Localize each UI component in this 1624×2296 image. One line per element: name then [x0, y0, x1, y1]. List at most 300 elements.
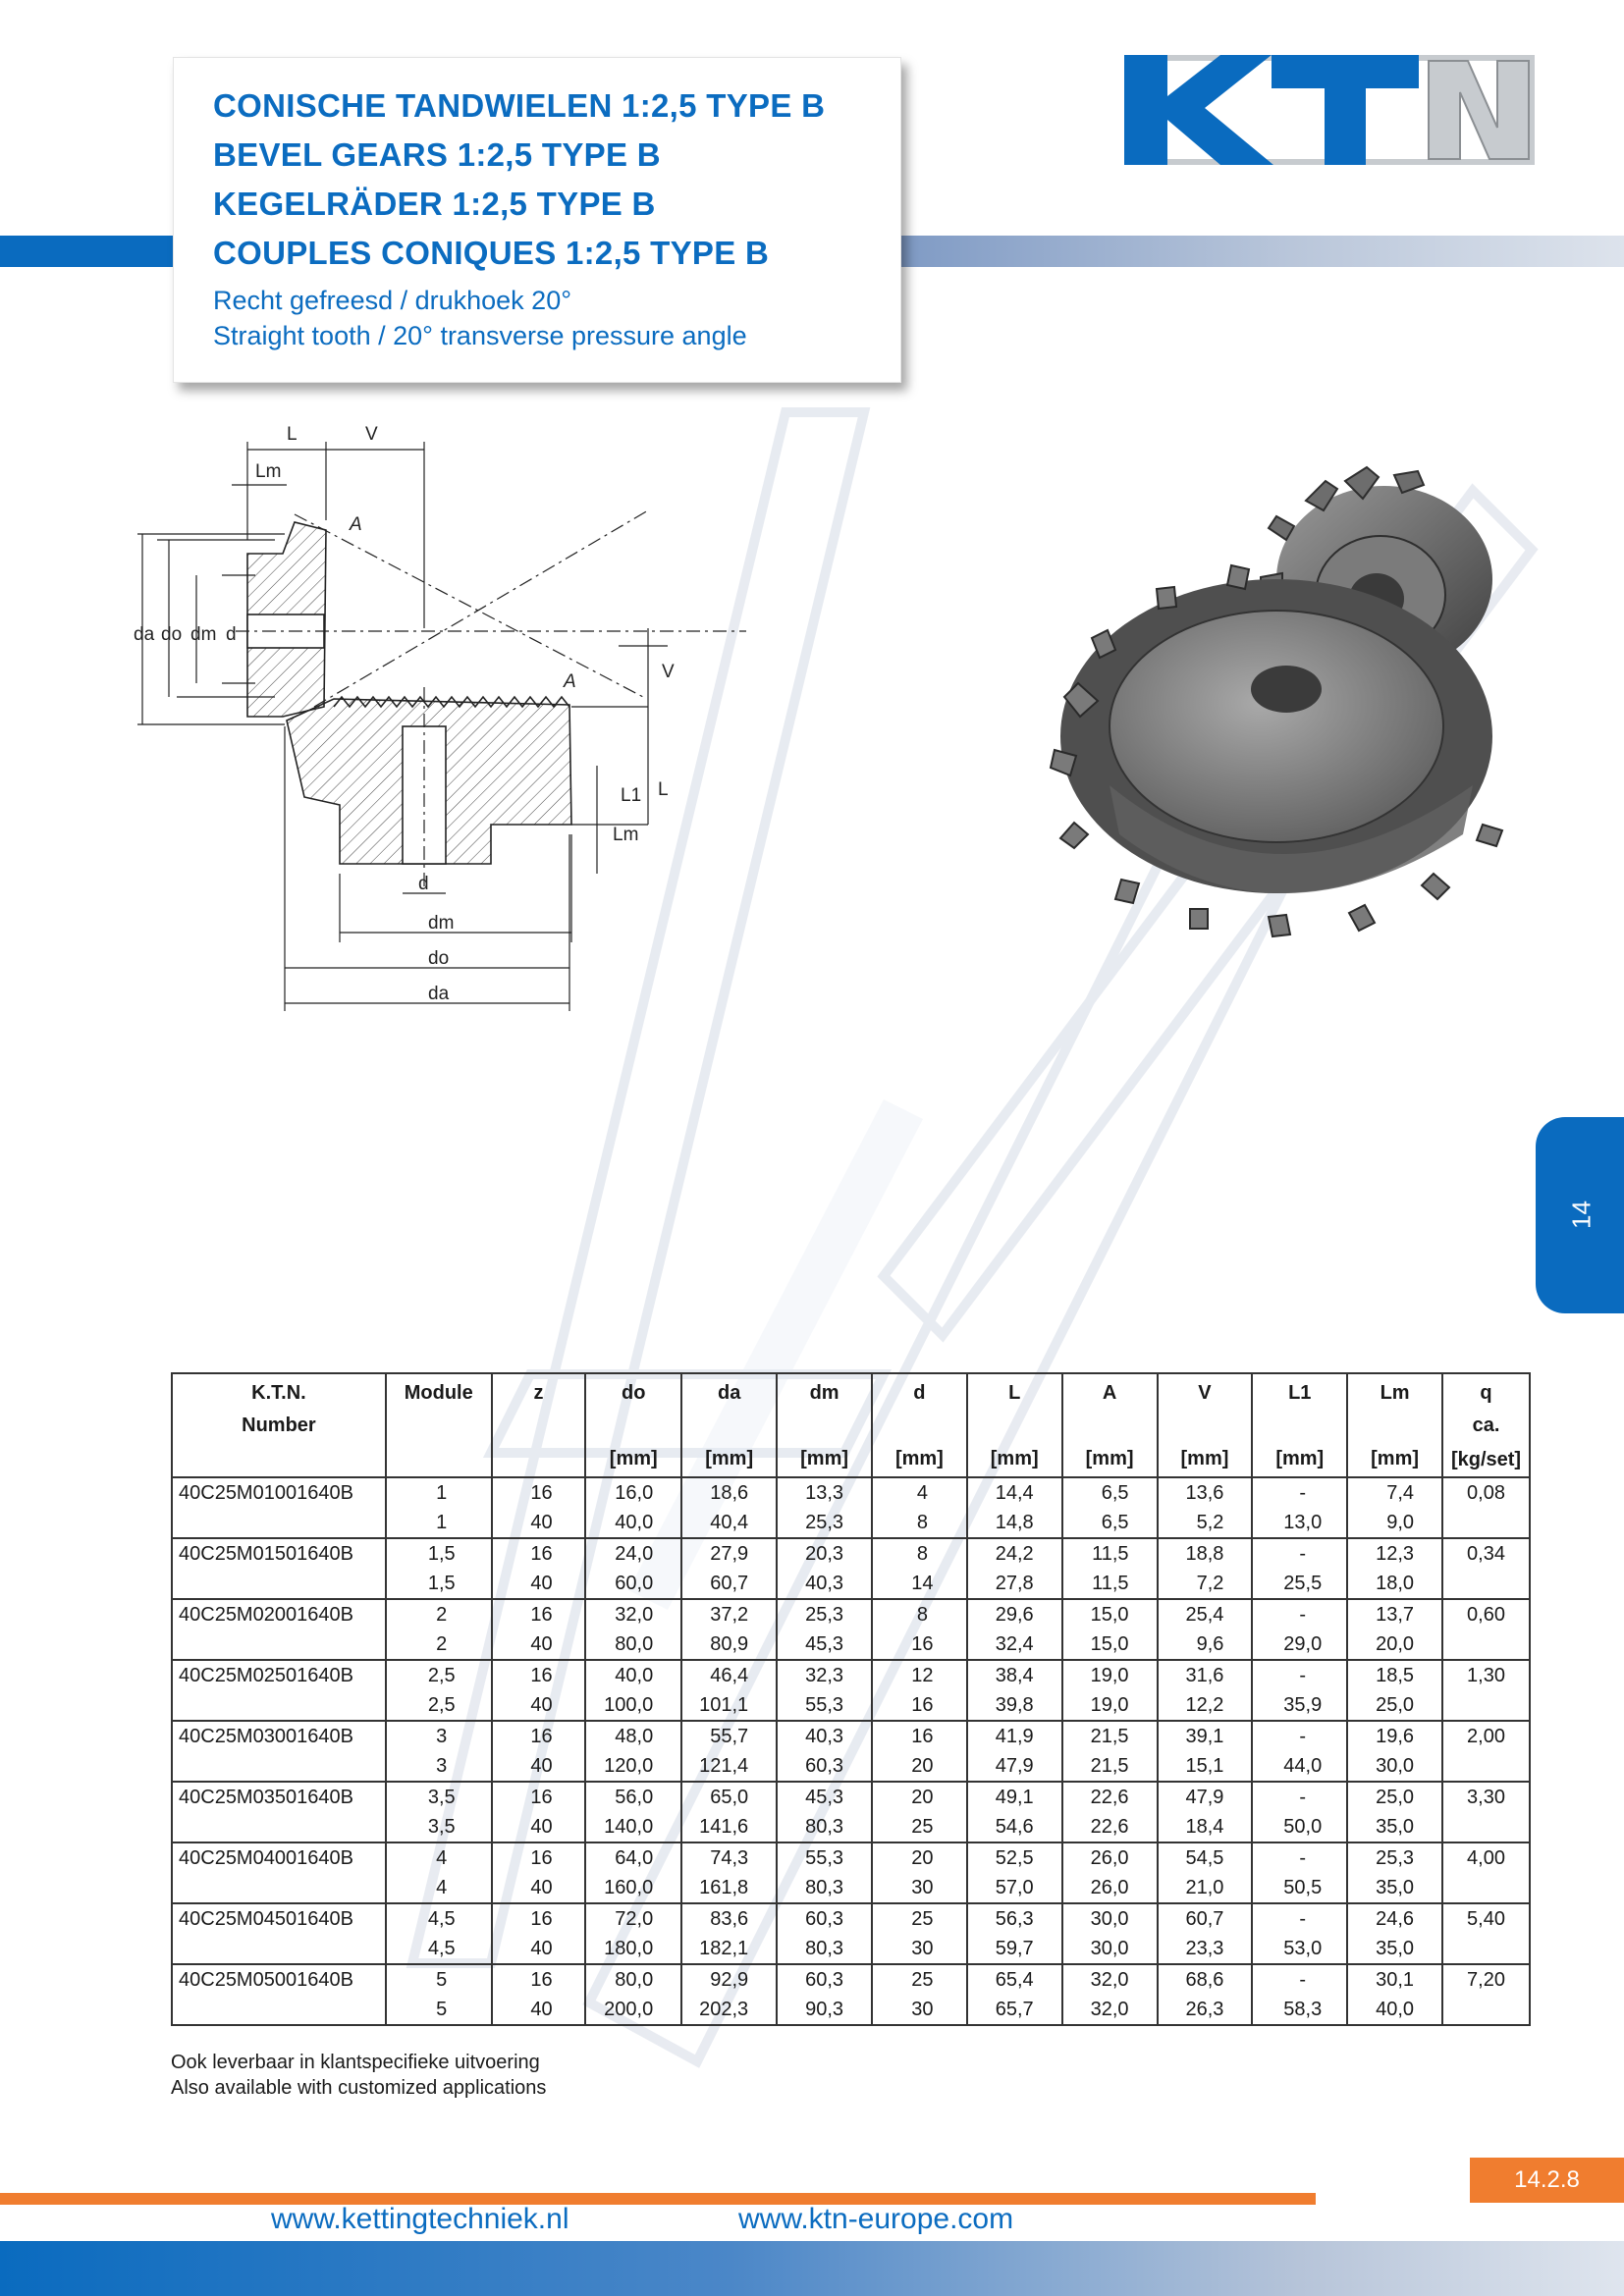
cell-da [681, 1660, 777, 1721]
table-row [172, 1903, 1530, 1964]
cell-value: 46,4 [710, 1665, 749, 1686]
cell-value: 30,0 [1376, 1755, 1415, 1777]
cell-value: 20 [911, 1847, 934, 1869]
cell-lm [1347, 1599, 1442, 1660]
cell-value: 16 [530, 1604, 553, 1626]
cell-q: 0,60 [1442, 1599, 1530, 1660]
cell-value: 35,0 [1376, 1938, 1415, 1959]
column-header [1062, 1373, 1158, 1477]
cell-value: 45,3 [805, 1633, 844, 1655]
cell-do [585, 1782, 681, 1842]
cell-value: 92,9 [710, 1969, 749, 1991]
cell-d [872, 1782, 967, 1842]
cell-do [585, 1903, 681, 1964]
footnote-dutch: Ook leverbaar in klantspecifieke uitvoering [171, 2052, 540, 2073]
column-header-label2 [778, 1415, 871, 1436]
title-english: BEVEL GEARS 1:2,5 TYPE B [213, 136, 661, 173]
cell-value: 22,6 [1090, 1816, 1129, 1838]
cell-l [967, 1599, 1062, 1660]
cell-l1 [1252, 1599, 1347, 1660]
cell-v [1158, 1782, 1253, 1842]
cell-value: 23,3 [1185, 1938, 1224, 1959]
cell-ktn-number: 40C25M03001640B [172, 1721, 386, 1782]
cell-value: 54,5 [1185, 1847, 1224, 1869]
subtitle-dutch: Recht gefreesd / drukhoek 20° [213, 286, 572, 315]
column-header-unit: [mm] [1371, 1448, 1420, 1469]
cell-l [967, 1964, 1062, 2025]
cell-value: 48,0 [615, 1726, 654, 1747]
cell-value: 35,0 [1376, 1877, 1415, 1898]
footnote-english: Also available with customized applications [171, 2077, 547, 2099]
cell-l1 [1252, 1477, 1347, 1538]
cell-z [492, 1903, 586, 1964]
label-d-bottom: d [418, 874, 429, 894]
column-header-unit: [kg/set] [1450, 1449, 1522, 1470]
column-header-label2 [682, 1415, 776, 1436]
cell-ktn-number: 40C25M01501640B [172, 1538, 386, 1599]
ktn-logo [1124, 55, 1535, 165]
cell-value: 55,3 [805, 1847, 844, 1869]
cell-value: 30 [911, 1999, 934, 2020]
cell-da [681, 1721, 777, 1782]
cell-value: 200,0 [604, 1999, 654, 2020]
cell-d [872, 1842, 967, 1903]
column-header-label: q [1480, 1382, 1492, 1404]
cell-value: 9,6 [1196, 1633, 1224, 1655]
cell-value: 25,0 [1376, 1787, 1415, 1808]
cell-lm [1347, 1842, 1442, 1903]
cell-dm [777, 1660, 872, 1721]
link-kettingtechniek[interactable]: www.kettingtechniek.nl [271, 2203, 569, 2235]
cell-value: 11,5 [1092, 1543, 1129, 1565]
cell-value: 40,3 [805, 1573, 844, 1594]
cell-module [386, 1660, 492, 1721]
header-band-left [0, 236, 196, 267]
cell-value: 8 [916, 1604, 928, 1626]
cell-value: 5,2 [1196, 1512, 1224, 1533]
cell-value: 14,8 [995, 1512, 1034, 1533]
cell-z [492, 1538, 586, 1599]
column-header [777, 1373, 872, 1477]
cell-value: 60,3 [805, 1755, 844, 1777]
cell-module [386, 1964, 492, 2025]
cell-value: 14 [911, 1573, 934, 1594]
cell-value: 50,5 [1283, 1877, 1323, 1898]
cell-value: 58,3 [1283, 1999, 1323, 2020]
table-row [172, 1782, 1530, 1842]
cell-value: 32,0 [615, 1604, 654, 1626]
cell-value: 11,5 [1092, 1573, 1129, 1594]
cell-value: - [1299, 1726, 1307, 1747]
cell-value: 60,0 [615, 1573, 654, 1594]
cell-value: 12 [911, 1665, 934, 1686]
column-header [1442, 1373, 1530, 1477]
cell-value: 12,2 [1185, 1694, 1224, 1716]
cell-value: 101,1 [699, 1694, 749, 1716]
cell-value: 24,2 [995, 1543, 1034, 1565]
column-header-label: A [1102, 1382, 1117, 1404]
cell-value: 25 [911, 1908, 934, 1930]
table-row [172, 1660, 1530, 1721]
footer-band [0, 2241, 1624, 2296]
column-header-label: da [718, 1382, 741, 1404]
title-dutch: CONISCHE TANDWIELEN 1:2,5 TYPE B [213, 87, 826, 124]
cell-value: 120,0 [604, 1755, 654, 1777]
cell-value: 161,8 [699, 1877, 749, 1898]
cell-value: 32,0 [1090, 1999, 1129, 2020]
column-header [492, 1373, 586, 1477]
column-header-label: d [913, 1382, 926, 1404]
cell-value: 29,6 [995, 1604, 1034, 1626]
cell-value: 7,4 [1386, 1482, 1415, 1504]
cell-value: 83,6 [710, 1908, 749, 1930]
cell-lm [1347, 1782, 1442, 1842]
cell-v [1158, 1599, 1253, 1660]
cell-ktn-number: 40C25M04501640B [172, 1903, 386, 1964]
cell-value: 13,3 [805, 1482, 844, 1504]
cell-value: 182,1 [699, 1938, 749, 1959]
cell-value: 25 [911, 1969, 934, 1991]
cell-v [1158, 1660, 1253, 1721]
cell-value: 16 [911, 1726, 934, 1747]
cell-value: 40,0 [615, 1665, 654, 1686]
cell-dm [777, 1903, 872, 1964]
cell-value: 30,0 [1090, 1908, 1129, 1930]
cell-q: 2,00 [1442, 1721, 1530, 1782]
cell-value: 30 [911, 1938, 934, 1959]
cell-value: 49,1 [995, 1787, 1034, 1808]
column-header-unit: [mm] [1085, 1448, 1134, 1469]
cell-value: 72,0 [615, 1908, 654, 1930]
cell-value: 25,3 [805, 1512, 844, 1533]
cell-z [492, 1782, 586, 1842]
cell-ktn-number: 40C25M01001640B [172, 1477, 386, 1538]
cell-value: 121,4 [699, 1755, 749, 1777]
column-header-label2 [387, 1415, 491, 1436]
page-number: 14.2.8 [1470, 2158, 1624, 2203]
cell-value: 20,0 [1376, 1633, 1415, 1655]
table-row [172, 1721, 1530, 1782]
column-header-unit: [mm] [705, 1448, 754, 1469]
cell-value: 24,6 [1376, 1908, 1415, 1930]
cell-value: 180,0 [604, 1938, 654, 1959]
cell-d [872, 1903, 967, 1964]
bevel-gear-technical-drawing [134, 412, 1001, 1021]
column-header-label2 [968, 1415, 1061, 1436]
cell-value: 4,5 [427, 1938, 456, 1959]
cell-value: 141,6 [699, 1816, 749, 1838]
label-dm-bottom: dm [428, 913, 455, 934]
column-header [172, 1373, 386, 1477]
cell-value: 16 [530, 1665, 553, 1686]
cell-value: 65,7 [995, 1999, 1034, 2020]
cell-value: 53,0 [1283, 1938, 1323, 1959]
cell-value: 59,7 [995, 1938, 1034, 1959]
cell-z [492, 1964, 586, 2025]
cell-value: - [1299, 1665, 1307, 1686]
cell-value: 80,9 [710, 1633, 749, 1655]
cell-value: 4,5 [427, 1908, 456, 1930]
cell-value: 16 [530, 1482, 553, 1504]
cell-value: 27,8 [995, 1573, 1034, 1594]
cell-do [585, 1964, 681, 2025]
cell-d [872, 1660, 967, 1721]
cell-module [386, 1599, 492, 1660]
cell-l1 [1252, 1782, 1347, 1842]
cell-do [585, 1538, 681, 1599]
cell-a [1062, 1538, 1158, 1599]
cell-value: 3 [436, 1726, 448, 1747]
cell-value: 1 [436, 1512, 448, 1533]
cell-lm [1347, 1964, 1442, 2025]
cell-value: 21,0 [1185, 1877, 1224, 1898]
table-row [172, 1599, 1530, 1660]
cell-value: 7,2 [1196, 1573, 1224, 1594]
cell-value: 55,3 [805, 1694, 844, 1716]
cell-value: 22,6 [1090, 1787, 1129, 1808]
cell-value: - [1299, 1787, 1307, 1808]
column-header-label: L1 [1288, 1382, 1312, 1404]
cell-value: 3,5 [427, 1816, 456, 1838]
cell-value: 15,0 [1090, 1633, 1129, 1655]
cell-a [1062, 1964, 1158, 2025]
cell-da [681, 1538, 777, 1599]
cell-v [1158, 1477, 1253, 1538]
cell-value: 25,0 [1376, 1694, 1415, 1716]
cell-value: 4 [916, 1482, 928, 1504]
cell-v [1158, 1721, 1253, 1782]
cell-value: 32,3 [805, 1665, 844, 1686]
cell-value: 13,6 [1185, 1482, 1224, 1504]
cell-value: 60,3 [805, 1908, 844, 1930]
cell-value: 47,9 [995, 1755, 1034, 1777]
cell-value: 26,0 [1090, 1847, 1129, 1869]
cell-value: 12,3 [1376, 1543, 1415, 1565]
table-row [172, 1538, 1530, 1599]
cell-do [585, 1842, 681, 1903]
cell-value: 45,3 [805, 1787, 844, 1808]
cell-value: 18,0 [1376, 1573, 1415, 1594]
cell-do [585, 1721, 681, 1782]
cell-value: 56,3 [995, 1908, 1034, 1930]
link-ktn-europe[interactable]: www.ktn-europe.com [738, 2203, 1014, 2235]
cell-value: 5 [436, 1999, 448, 2020]
cell-da [681, 1903, 777, 1964]
cell-value: 40,3 [805, 1726, 844, 1747]
cell-value: 8 [916, 1512, 928, 1533]
cell-l1 [1252, 1903, 1347, 1964]
title-french: COUPLES CONIQUES 1:2,5 TYPE B [213, 235, 770, 271]
cell-value: 60,7 [710, 1573, 749, 1594]
cell-da [681, 1842, 777, 1903]
column-header-label: K.T.N. [251, 1382, 306, 1404]
cell-value: 20 [911, 1755, 934, 1777]
cell-ktn-number: 40C25M03501640B [172, 1782, 386, 1842]
column-header-label2: Number [242, 1415, 316, 1436]
cell-value: 18,8 [1185, 1543, 1224, 1565]
cell-value: 13,0 [1283, 1512, 1323, 1533]
cell-value: 26,0 [1090, 1877, 1129, 1898]
cell-value: 40,4 [710, 1512, 749, 1533]
cell-l [967, 1660, 1062, 1721]
column-header-label: Module [404, 1382, 473, 1404]
cell-q: 1,30 [1442, 1660, 1530, 1721]
cell-value: 1,5 [427, 1573, 456, 1594]
cell-value: 80,3 [805, 1877, 844, 1898]
cell-value: 25 [911, 1816, 934, 1838]
cell-l1 [1252, 1964, 1347, 2025]
column-header-label2 [873, 1415, 966, 1436]
column-header-unit: [mm] [894, 1448, 944, 1469]
cell-value: 20 [911, 1787, 934, 1808]
table-row [172, 1842, 1530, 1903]
cell-value: 21,5 [1090, 1755, 1129, 1777]
label-V-right: V [662, 662, 675, 682]
cell-dm [777, 1721, 872, 1782]
cell-q: 5,40 [1442, 1903, 1530, 1964]
footer-orange-line [0, 2193, 1316, 2205]
cell-l [967, 1782, 1062, 1842]
table-row [172, 1477, 1530, 1538]
cell-value: 16 [530, 1847, 553, 1869]
cell-value: 40 [530, 1573, 553, 1594]
chapter-tab [1536, 1117, 1624, 1313]
cell-l [967, 1842, 1062, 1903]
cell-value: 18,4 [1185, 1816, 1224, 1838]
cell-d [872, 1599, 967, 1660]
cell-value: 20,3 [805, 1543, 844, 1565]
cell-q: 3,30 [1442, 1782, 1530, 1842]
cell-value: 39,1 [1185, 1726, 1224, 1747]
cell-value: 40 [530, 1755, 553, 1777]
cell-value: 25,4 [1185, 1604, 1224, 1626]
column-header-unit: [mm] [990, 1448, 1039, 1469]
cell-v [1158, 1538, 1253, 1599]
subtitle-english: Straight tooth / 20° transverse pressure angle [213, 321, 747, 350]
cell-value: 57,0 [995, 1877, 1034, 1898]
cell-d [872, 1964, 967, 2025]
header-band-right [884, 236, 1624, 267]
cell-value: 14,4 [995, 1482, 1034, 1504]
cell-value: 100,0 [604, 1694, 654, 1716]
cell-value: 25,5 [1283, 1573, 1323, 1594]
cell-da [681, 1477, 777, 1538]
cell-a [1062, 1660, 1158, 1721]
cell-module [386, 1721, 492, 1782]
column-header [1347, 1373, 1442, 1477]
cell-value: 18,6 [710, 1482, 749, 1504]
cell-dm [777, 1782, 872, 1842]
cell-value: 41,9 [995, 1726, 1034, 1747]
cell-value: 50,0 [1283, 1816, 1323, 1838]
cell-d [872, 1721, 967, 1782]
cell-l1 [1252, 1721, 1347, 1782]
cell-module [386, 1477, 492, 1538]
cell-ktn-number: 40C25M05001640B [172, 1964, 386, 2025]
cell-ktn-number: 40C25M02501640B [172, 1660, 386, 1721]
cell-value: 30,0 [1090, 1938, 1129, 1959]
cell-value: 2,5 [427, 1665, 456, 1686]
cell-d [872, 1538, 967, 1599]
cell-lm [1347, 1721, 1442, 1782]
column-header [386, 1373, 492, 1477]
cell-value: 19,0 [1090, 1665, 1129, 1686]
cell-value: 16 [911, 1694, 934, 1716]
cell-value: 39,8 [995, 1694, 1034, 1716]
cell-value: 6,5 [1101, 1482, 1129, 1504]
cell-value: 18,5 [1376, 1665, 1415, 1686]
cell-value: 9,0 [1386, 1512, 1415, 1533]
label-da-left: da [134, 624, 155, 645]
cell-value: 35,0 [1376, 1816, 1415, 1838]
cell-dm [777, 1599, 872, 1660]
cell-value: 16 [530, 1726, 553, 1747]
cell-v [1158, 1903, 1253, 1964]
label-A-right: A [564, 671, 576, 692]
label-do-bottom: do [428, 948, 450, 969]
cell-do [585, 1599, 681, 1660]
cell-l [967, 1477, 1062, 1538]
cell-dm [777, 1538, 872, 1599]
cell-a [1062, 1782, 1158, 1842]
cell-module [386, 1782, 492, 1842]
cell-value: - [1299, 1969, 1307, 1991]
cell-a [1062, 1721, 1158, 1782]
cell-value: 16 [530, 1787, 553, 1808]
table-header-row [172, 1373, 1530, 1477]
cell-value: - [1299, 1543, 1307, 1565]
cell-value: 40 [530, 1816, 553, 1838]
cell-value: 27,9 [710, 1543, 749, 1565]
cell-value: 90,3 [805, 1999, 844, 2020]
column-header-label2 [493, 1415, 585, 1436]
label-L-top: L [287, 424, 298, 445]
cell-lm [1347, 1538, 1442, 1599]
cell-value: 80,0 [615, 1969, 654, 1991]
bevel-gear-3d-image [1060, 461, 1551, 933]
cell-value: 40 [530, 1512, 553, 1533]
cell-value: - [1299, 1847, 1307, 1869]
column-header [681, 1373, 777, 1477]
cell-value: 40 [530, 1694, 553, 1716]
cell-lm [1347, 1903, 1442, 1964]
cell-value: 29,0 [1283, 1633, 1323, 1655]
cell-value: 16,0 [615, 1482, 654, 1504]
cell-value: 4 [436, 1877, 448, 1898]
cell-value: 40 [530, 1938, 553, 1959]
cell-v [1158, 1964, 1253, 2025]
cell-value: 32,0 [1090, 1969, 1129, 1991]
cell-value: 15,0 [1090, 1604, 1129, 1626]
cell-value: 24,0 [615, 1543, 654, 1565]
column-header [1158, 1373, 1253, 1477]
cell-z [492, 1842, 586, 1903]
cell-value: 8 [916, 1543, 928, 1565]
cell-q: 0,08 [1442, 1477, 1530, 1538]
cell-value: 1 [436, 1482, 448, 1504]
cell-module [386, 1538, 492, 1599]
cell-value: 80,0 [615, 1633, 654, 1655]
cell-dm [777, 1842, 872, 1903]
cell-value: - [1299, 1908, 1307, 1930]
label-V-top: V [365, 424, 378, 445]
cell-value: 65,0 [710, 1787, 749, 1808]
cell-value: 40 [530, 1999, 553, 2020]
label-Lm-right: Lm [613, 825, 639, 845]
cell-value: 60,7 [1185, 1908, 1224, 1930]
cell-value: 2 [436, 1633, 448, 1655]
cell-l1 [1252, 1538, 1347, 1599]
